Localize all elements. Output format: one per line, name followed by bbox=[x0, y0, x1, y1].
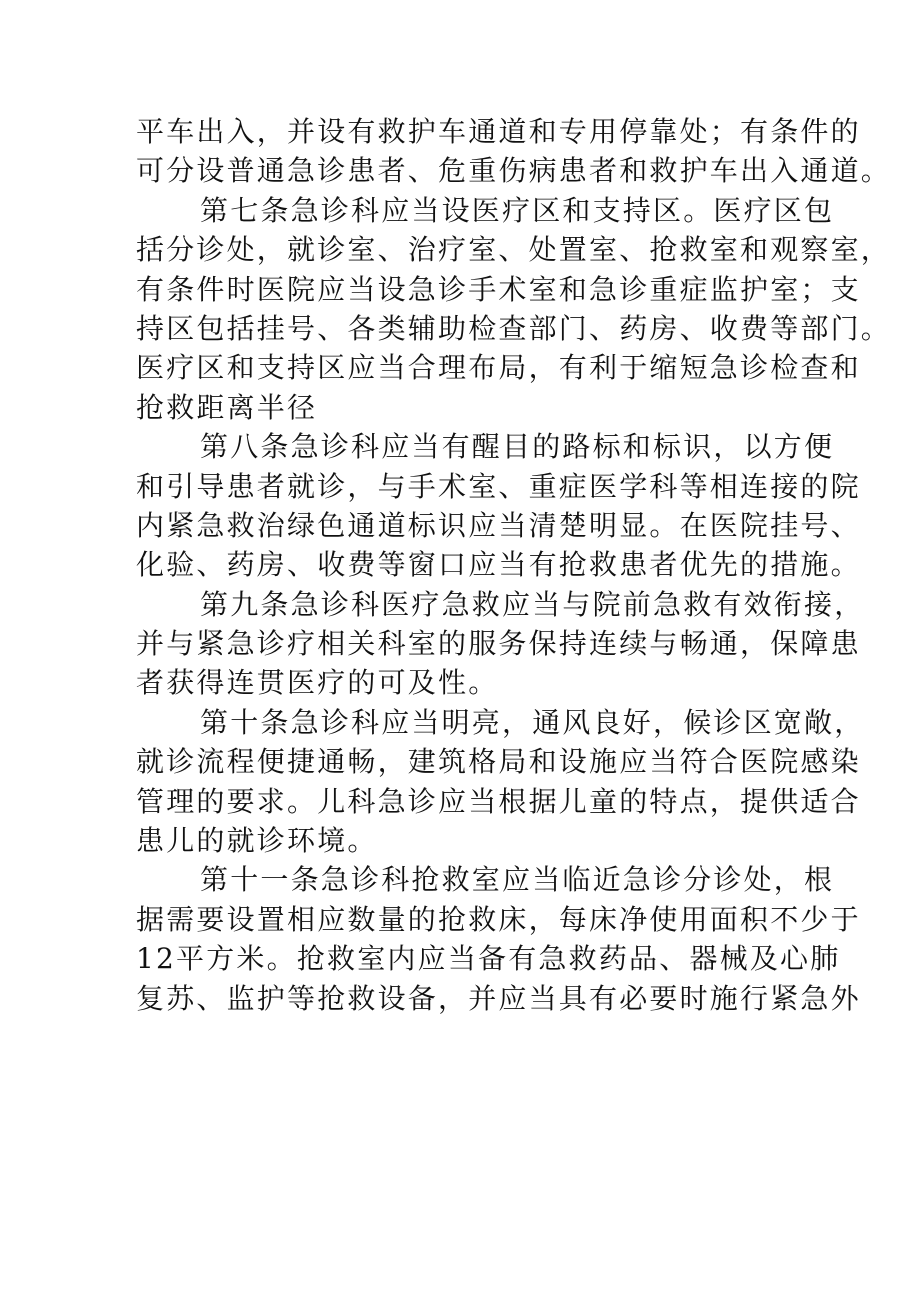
text-line: 和引导患者就诊，与手术室、重症医学科等相连接的院 bbox=[136, 469, 861, 503]
text-line: 内紧急救治绿色通道标识应当清楚明显。在医院挂号、 bbox=[136, 508, 861, 542]
text-line: 管理的要求。儿科急诊应当根据儿童的特点，提供适合 bbox=[136, 784, 861, 818]
text-line: 并与紧急诊疗相关科室的服务保持连续与畅通，保障患 bbox=[136, 627, 861, 661]
article-8-first-line: 第八条急诊科应当有醒目的路标和标识，以方便 bbox=[200, 430, 835, 464]
text-line: 括分诊处，就诊室、治疗室、处置室、抢救室和观察室， bbox=[136, 233, 892, 267]
text-line: 复苏、监护等抢救设备，并应当具有必要时施行紧急外 bbox=[136, 981, 861, 1015]
text-line: 就诊流程便捷通畅，建筑格局和设施应当符合医院感染 bbox=[136, 745, 861, 779]
article-9-first-line: 第九条急诊科医疗急救应当与院前急救有效衔接， bbox=[200, 587, 865, 621]
text-line: 患儿的就诊环境。 bbox=[136, 824, 378, 858]
article-7-first-line: 第七条急诊科应当设医疗区和支持区。医疗区包 bbox=[200, 193, 835, 227]
text-line: 12平方米。抢救室内应当备有急救药品、器械及心肺 bbox=[136, 942, 841, 976]
text-line: 者获得连贯医疗的可及性。 bbox=[136, 666, 499, 700]
text-line: 抢救距离半径 bbox=[136, 390, 318, 424]
document-body bbox=[136, 112, 892, 1018]
text-line: 可分设普通急诊患者、危重伤病患者和救护车出入通道。 bbox=[136, 154, 892, 188]
text-line: 持区包括挂号、各类辅助检查部门、药房、收费等部门。 bbox=[136, 311, 892, 345]
text-line: 医疗区和支持区应当合理布局，有利于缩短急诊检查和 bbox=[136, 351, 861, 385]
text-line: 有条件时医院应当设急诊手术室和急诊重症监护室；支 bbox=[136, 272, 861, 306]
text-line: 平车出入，并设有救护车通道和专用停靠处；有条件的 bbox=[136, 115, 861, 148]
text-line: 化验、药房、收费等窗口应当有抢救患者优先的措施。 bbox=[136, 548, 861, 582]
article-11-first-line: 第十一条急诊科抢救室应当临近急诊分诊处，根 bbox=[200, 863, 835, 897]
article-10-first-line: 第十条急诊科应当明亮，通风良好，候诊区宽敞， bbox=[200, 705, 865, 739]
text-line: 据需要设置相应数量的抢救床，每床净使用面积不少于 bbox=[136, 902, 861, 936]
